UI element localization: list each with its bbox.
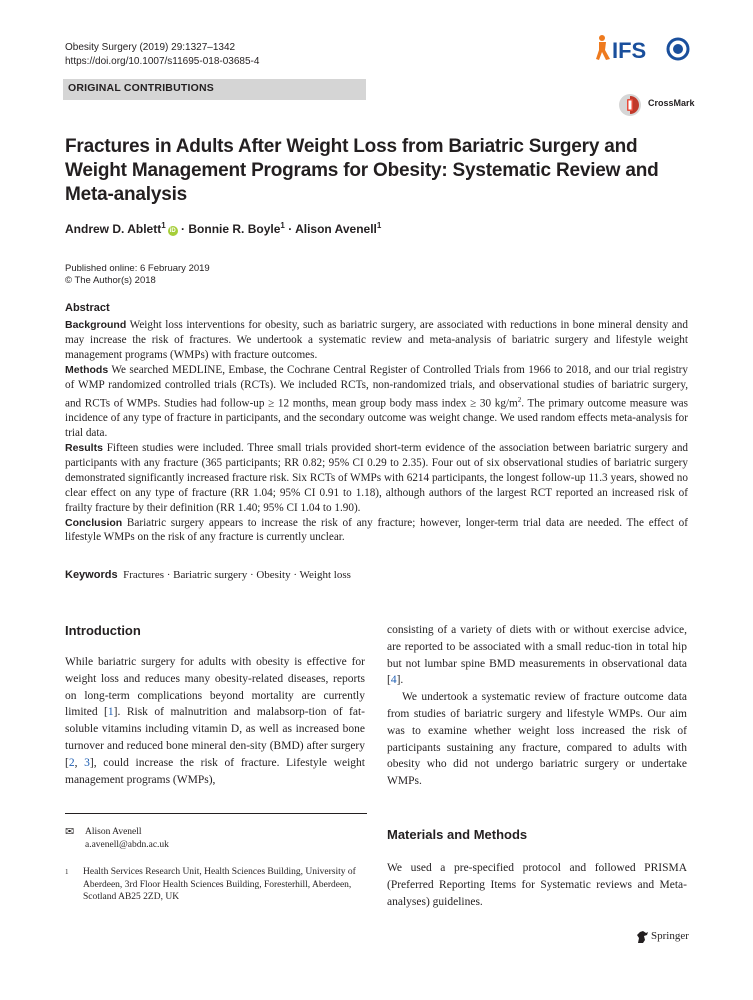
abstract-label: Methods — [65, 363, 109, 376]
reference-link[interactable]: 1 — [107, 706, 114, 719]
author-affiliation-mark: 1 — [161, 221, 166, 230]
body-text: ]. — [396, 674, 404, 687]
reference-link[interactable]: 2 — [68, 756, 75, 769]
journal-citation — [65, 41, 259, 69]
affiliation-number: 1 — [65, 868, 69, 876]
abstract-conclusion — [65, 516, 688, 546]
correspondence-email[interactable]: a.avenell@abdn.ac.uk — [85, 839, 169, 850]
introduction-paragraph: We undertook a systematic review of fracture outcome data from studies of bariatric surgery and lifestyle WMPs. Our aim was to examine whether weight loss increased the risk of participants sustaining any fracture, compared to adults with obesity who did not undergo bariatric surgery or undertake WMPs. — [387, 691, 687, 788]
abstract-body — [65, 318, 688, 545]
publisher-name: Springer — [651, 930, 689, 942]
methods-paragraph: We used a pre-specified protocol and followed PRISMA (Preferred Reporting Items for Systematic reviews and Meta-analyses) guidelines. — [387, 862, 687, 908]
abstract-background — [65, 318, 688, 363]
crossmark-label: CrossMark — [648, 98, 695, 108]
author-name[interactable]: Andrew D. Ablett — [65, 222, 162, 236]
introduction-paragraph-continued — [387, 622, 687, 689]
correspondence-text — [85, 826, 169, 851]
correspondence-name: Alison Avenell — [85, 827, 142, 837]
reference-link[interactable]: 4 — [390, 674, 397, 687]
author-name[interactable]: Bonnie R. Boyle — [188, 222, 281, 236]
abstract-text: We searched MEDLINE, Embase, the Cochrane Central Register of Controlled Trials from 1966 to 2018, and our trial registry of WMP randomized controlled trials (RCTs). We included RCTs, non-randomized trials, and observational studies of bariatric surgery, and RCTs of WMPs. Studies had follow-up ≥ 12 months, mean group body mass index ≥ 30 kg/m — [65, 363, 688, 410]
crossmark-badge[interactable] — [618, 93, 698, 117]
introduction-column-right — [387, 622, 687, 790]
introduction-column-left — [65, 654, 365, 788]
article-title: Fractures in Adults After Weight Loss from Bariatric Surgery and Weight Management Programs for Obesity: Systematic Review and Meta-analysis — [65, 136, 659, 205]
keywords — [65, 569, 351, 581]
methods-column — [387, 860, 687, 910]
abstract-results — [65, 441, 688, 516]
body-text: consisting of a variety of diets with or without exercise advice, are reported to be associated with a small reduc-tion in total hip but not lumbar spine BMD measurements in observational data [ — [387, 624, 687, 687]
springer-horse-icon — [636, 930, 649, 944]
author-name[interactable]: Alison Avenell — [295, 222, 377, 236]
footnote-divider — [65, 813, 367, 814]
abstract-methods — [65, 363, 688, 441]
section-banner-label: ORIGINAL CONTRIBUTIONS — [68, 82, 214, 94]
body-text: While bariatric surgery for adults with obesity is effective for weight loss and reduces many obesity-related diseases, reports on long-term complications beyond mortality are currently limited [ — [65, 656, 365, 719]
author-affiliation-mark: 1 — [280, 221, 285, 230]
section-banner — [63, 79, 366, 100]
abstract-heading: Abstract — [65, 302, 110, 314]
abstract-label: Conclusion — [65, 516, 123, 529]
keywords-text: Fractures · Bariatric surgery · Obesity · Weight loss — [123, 569, 351, 581]
body-text: ], could increase the risk of fracture. Lifestyle weight management programs (WMPs), — [65, 756, 365, 786]
author-separator: · — [181, 222, 186, 236]
orcid-icon[interactable]: iD — [169, 228, 176, 234]
journal-line: Obesity Surgery (2019) 29:1327–1342 — [65, 42, 236, 53]
author-list — [65, 221, 381, 236]
abstract-text: Weight loss interventions for obesity, such as bariatric surgery, are associated with reductions in bone mineral density and may increase the risk of fractures. We undertook a systematic review and meta-analysis of bariatric surgery and lifestyle weight management programs (WMPs) with fracture outcomes. — [65, 319, 688, 361]
author-separator: · — [288, 222, 293, 236]
abstract-label: Background — [65, 319, 127, 331]
crossmark-icon — [618, 93, 642, 117]
doi-link[interactable]: https://doi.org/10.1007/s11695-018-03685-4 — [65, 56, 260, 67]
abstract-text: Bariatric surgery appears to increase the risk of any fracture; however, longer-term trial data are needed. The effect of lifestyle WMPs on the risk of any fracture is currently unclear. — [65, 516, 689, 544]
envelope-icon: ✉ — [65, 826, 75, 838]
abstract-label: Results — [65, 441, 103, 454]
publication-info — [65, 263, 210, 287]
copyright-notice: © The Author(s) 2018 — [65, 275, 156, 286]
publisher-logo — [636, 930, 696, 944]
keywords-label: Keywords — [65, 569, 118, 581]
introduction-heading: Introduction — [65, 623, 141, 638]
abstract-text: . The primary outcome measure was incidence of any type of fracture in participants, and the secondary outcome was weight change. We used random effects meta-analysis for trial data. — [65, 397, 688, 440]
superscript: 2 — [517, 395, 522, 404]
body-text: ]. Risk of malnutrition and malabsorp-tion of fat-soluble vitamins including vitamin D, as well as increased bone turnover and reduced bone mineral den-sity (BMD) after surgery [ — [65, 706, 365, 769]
affiliation-text: Health Services Research Unit, Health Sciences Building, University of Aberdeen, 3rd Floor Health Sciences Building, Foresterhill, Aberdeen, Scotland AB25 2ZD, UK — [83, 867, 356, 902]
svg-text:IFS: IFS — [612, 38, 647, 63]
published-date: Published online: 6 February 2019 — [65, 263, 210, 274]
author-affiliation-mark: 1 — [376, 221, 382, 230]
methods-heading: Materials and Methods — [387, 827, 528, 842]
introduction-paragraph — [65, 654, 365, 788]
reference-link[interactable]: 3 — [84, 756, 90, 769]
abstract-text: Fifteen studies were included. Three small trials provided short-term evidence of the association between bariatric surgery and participants with any fracture (365 participants; RR 0.82; 95% CI 0.29 to 2.35). Four out of six observational studies of bariatric surgery demonstrated significantly increased fracture risk. Six RCTs of WMPs with 6214 participants, the longest follow-up 11.3 years, showed no clear effect on any type of fracture (RR 1.04; 95% CI 0.91 to 1.18), although authors of the largest RCT reported an increased risk of frailty fracture by their definition (RR 1.40; 95% CI 1.04 to 1.90). — [65, 441, 689, 514]
ifso-logo-icon — [596, 33, 690, 65]
body-text: , — [74, 756, 85, 769]
